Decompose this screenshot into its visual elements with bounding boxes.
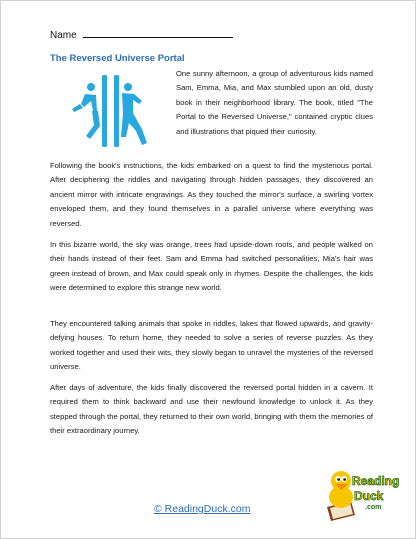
logo-text-reading: Reading [352, 474, 400, 488]
name-row [50, 28, 233, 41]
paragraph-5: After days of adventure, the kids finally discovered the reversed portal hidden in a cavern. It required them to think backward and use their newfound knowledge to unlock it. As they stepped through the portal, they returned to their own world, bringing with them the memories of their extraordinary journey. [50, 383, 373, 436]
paragraph-4: They encountered talking animals that spoke in riddles, lakes that flowed upwards, and gravity-defying houses. To return home, they needed to solve a series of reverse puzzles. As they worked together and used their wits, they slowly began to unravel the mysteries of the reversed universe. [50, 319, 373, 372]
reading-duck-logo [321, 463, 400, 525]
right-portal-slab-icon [114, 75, 119, 147]
paragraph-2: Following the book's instructions, the kids embarked on a quest to find the mysterious portal. After deciphering the riddles and navigating through hidden passages, they discovered an ancient mirror with intricate engravings. As they touched the mirror's surface, a swirling vortex enveloped them, and they found themselves in a parallel universe where everything was reversed. [50, 161, 373, 228]
name-label: Name [50, 30, 77, 41]
right-figure-icon [121, 83, 147, 145]
footer-link[interactable]: © ReadingDuck.com [154, 503, 251, 515]
left-portal-slab-icon [102, 75, 107, 147]
portal-illustration [50, 71, 170, 151]
paragraph-1: One sunny afternoon, a group of adventurous kids named Sam, Emma, Mia, and Max stumbled upon an old, dusty book in their neighborhood library. The book, titled "The Portal to the Reversed Universe," contained cryptic clues and illustrations that piqued their curiosity. [176, 69, 373, 136]
story-title: The Reversed Universe Portal [50, 53, 185, 64]
paragraph-3: In this bizarre world, the sky was orange, trees had upside-down roots, and people walked on their hands instead of their feet. Sam and Emma had switched personalities, Mia's hair was green instead of brown, and Max could speak only in rhymes. Despite the challenges, the kids were determined to explore this strange new world. [50, 240, 373, 293]
logo-text-com: .com [365, 504, 382, 511]
name-blank-line[interactable] [83, 28, 233, 38]
logo-text-duck: Duck [354, 489, 384, 503]
left-figure-icon [72, 83, 100, 139]
